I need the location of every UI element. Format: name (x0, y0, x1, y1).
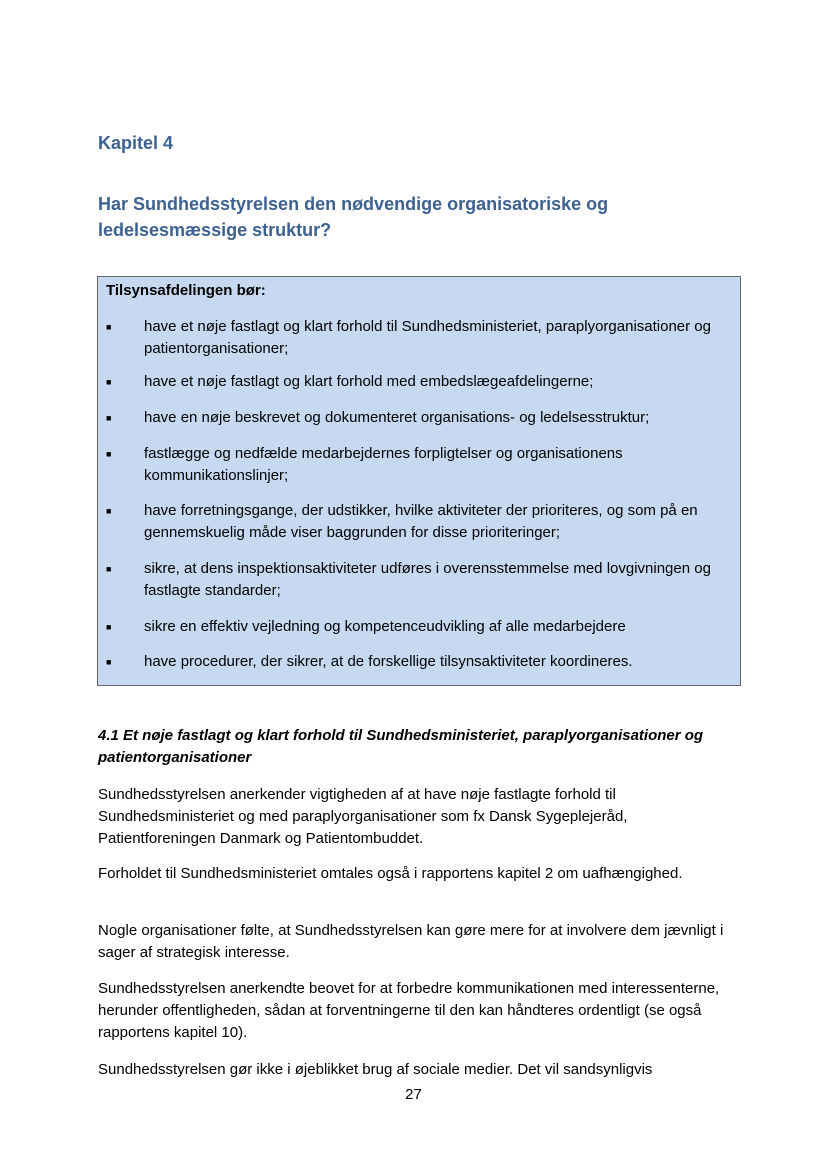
list-item-text: have procedurer, der sikrer, at de forskellige tilsynsaktiviteter koordineres. (144, 653, 633, 670)
page-number: 27 (405, 1086, 422, 1103)
chapter-title: Kapitel 4 (98, 133, 174, 153)
list-item-text: fastlægge og nedfælde medarbejdernes forpligtelser og organisationens kommunikationslinjer; (144, 445, 623, 484)
body-paragraph: Sundhedsstyrelsen gør ikke i øjeblikket brug af sociale medier. Det vil sandsynligvis (98, 1061, 653, 1078)
bullet-icon: ■ (106, 564, 112, 574)
list-item-text: sikre, at dens inspektionsaktiviteter udføres i overensstemmelse med lovgivningen og fastlagte standarder; (144, 560, 711, 599)
bullet-icon: ■ (106, 622, 112, 632)
list-item-text: have en nøje beskrevet og dokumenteret organisations- og ledelsesstruktur; (144, 409, 650, 426)
body-paragraph: Forholdet til Sundhedsministeriet omtales også i rapportens kapitel 2 om uafhængighed. (98, 865, 683, 882)
section-heading: 4.1 Et nøje fastlagt og klart forhold til Sundhedsministeriet, paraplyorganisationer og patientorganisationer (98, 727, 704, 766)
list-item-text: have et nøje fastlagt og klart forhold med embedslægeafdelingerne; (144, 373, 594, 390)
bullet-icon: ■ (106, 657, 112, 667)
body-paragraph: Sundhedsstyrelsen anerkender vigtigheden af at have nøje fastlagte forhold til Sundhedsministeriet og med paraplyorganisationer som fx Dansk Sygeplejeråd, Patientforeningen Danmark og Patientombuddet. (98, 786, 628, 847)
list-item-text: sikre en effektiv vejledning og kompetenceudvikling af alle medarbejdere (144, 618, 626, 635)
bullet-icon: ■ (106, 413, 112, 423)
list-item-text: have et nøje fastlagt og klart forhold til Sundhedsministeriet, paraplyorganisationer og patientorganisationer; (144, 318, 711, 357)
requirements-box (97, 276, 741, 686)
body-paragraph: Nogle organisationer følte, at Sundhedsstyrelsen kan gøre mere for at involvere dem jævnligt i sager af strategisk interesse. (98, 922, 724, 961)
bullet-icon: ■ (106, 377, 112, 387)
bullet-icon: ■ (106, 449, 112, 459)
body-paragraph: Sundhedsstyrelsen anerkendte beovet for at forbedre kommunikationen med interessenterne, herunder offentligheden, sådan at forventningerne til den kan håndteres ordentligt (se også rapportens kapitel 10). (98, 980, 720, 1041)
list-item-text: have forretningsgange, der udstikker, hvilke aktiviteter der prioriteres, og som på en gennemskuelig måde viser baggrunden for disse prioriteringer; (144, 502, 698, 541)
bullet-icon: ■ (106, 322, 112, 332)
box-title: Tilsynsafdelingen bør: (106, 282, 266, 299)
page-heading: Har Sundhedsstyrelsen den nødvendige organisatoriske og ledelsesmæssige struktur? (98, 194, 609, 240)
bullet-icon: ■ (106, 506, 112, 516)
